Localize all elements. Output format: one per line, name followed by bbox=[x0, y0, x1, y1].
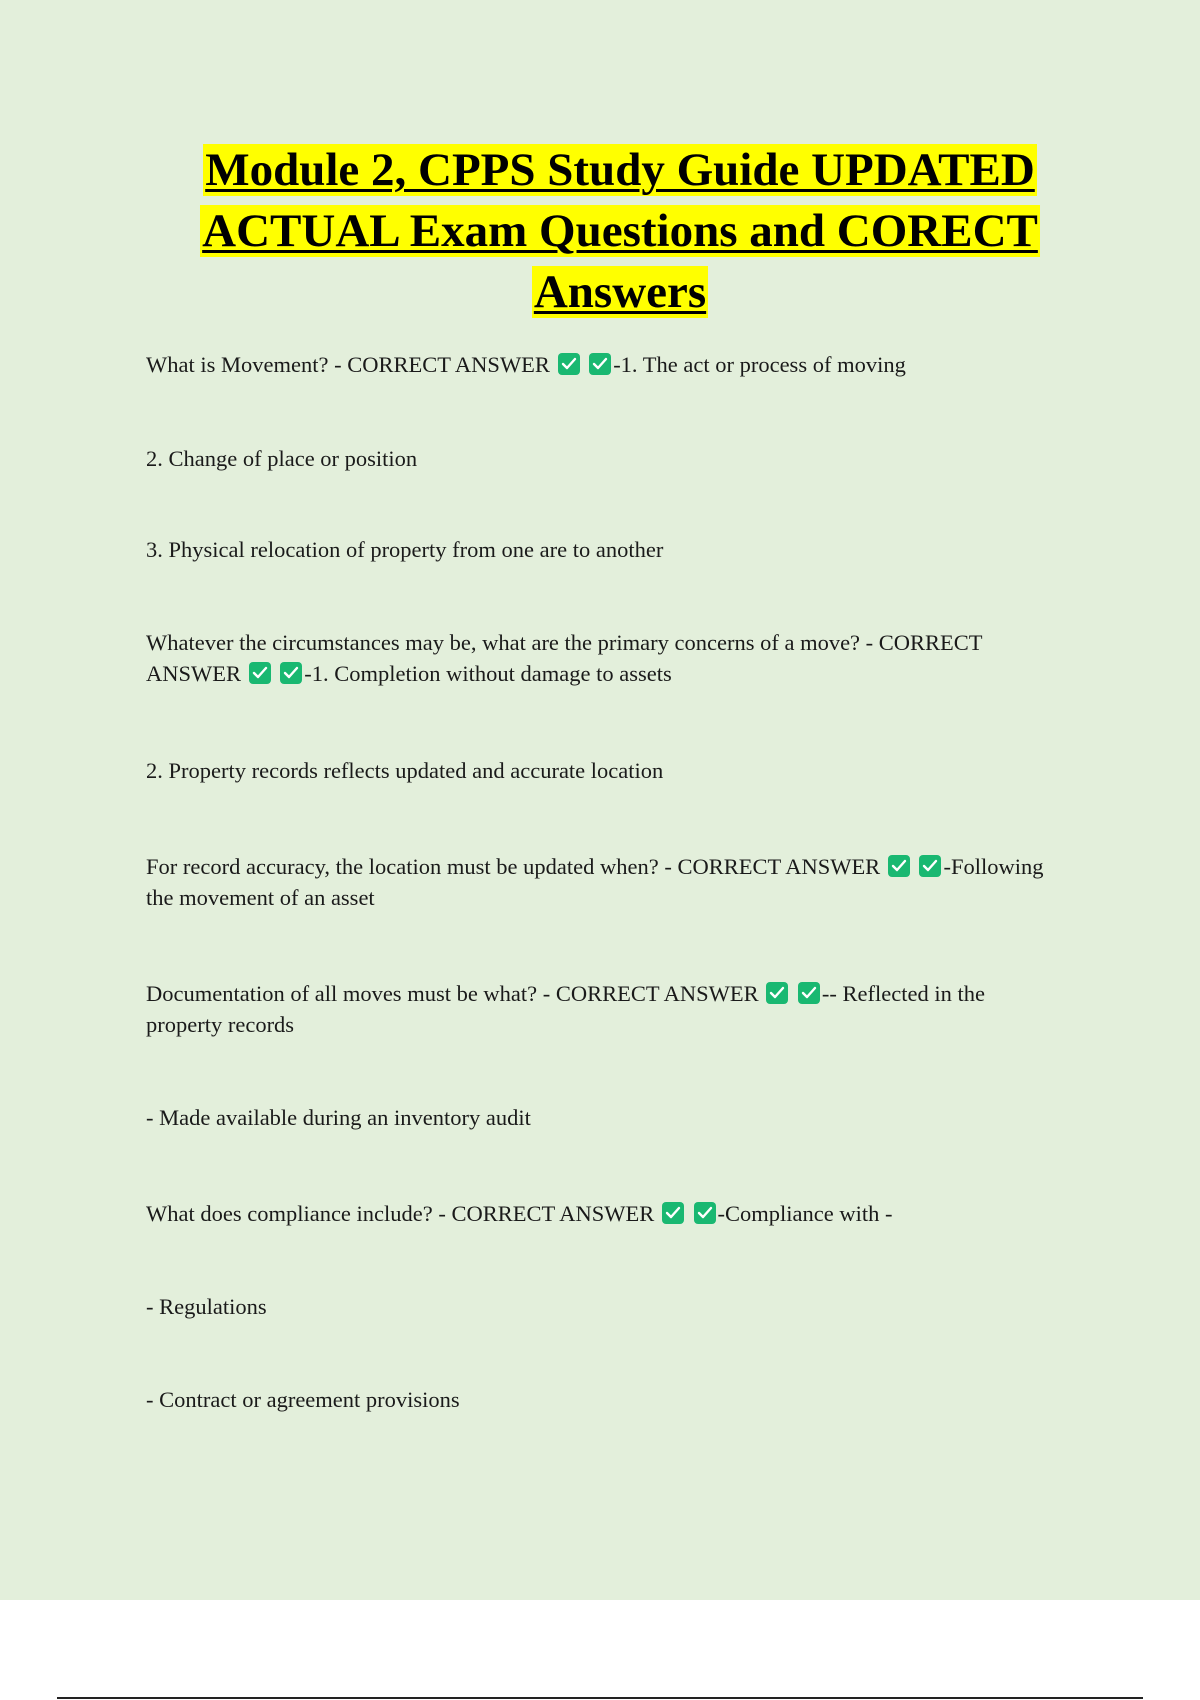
answer-line: - Contract or agreement provisions bbox=[146, 1387, 460, 1412]
answer-text: -- Reflected in the property records bbox=[146, 981, 985, 1037]
qa-item-movement bbox=[146, 349, 1066, 380]
title-line-1: Module 2, CPPS Study Guide UPDATED bbox=[205, 144, 1035, 196]
answer-line: - Regulations bbox=[146, 1294, 267, 1319]
page-divider bbox=[57, 1697, 1143, 1699]
check-mark-icon bbox=[919, 855, 941, 877]
check-mark-icon bbox=[589, 353, 611, 375]
question-text: For record accuracy, the location must be updated when? - CORRECT ANSWER bbox=[146, 854, 881, 879]
title-line-3: Answers bbox=[533, 266, 707, 318]
check-mark-icon bbox=[249, 662, 271, 684]
answer-text: -1. The act or process of moving bbox=[613, 352, 906, 377]
document-title bbox=[140, 140, 1100, 323]
qa-item-compliance bbox=[146, 1198, 1066, 1229]
answer-text: -1. Completion without damage to assets bbox=[304, 661, 672, 686]
qa-item-record-accuracy bbox=[146, 851, 1066, 913]
question-text: What does compliance include? - CORRECT ANSWER bbox=[146, 1201, 655, 1226]
check-mark-icon bbox=[694, 1202, 716, 1224]
check-mark-icon bbox=[280, 662, 302, 684]
check-mark-icon bbox=[558, 353, 580, 375]
answer-line: 2. Property records reflects updated and accurate location bbox=[146, 758, 664, 783]
question-text: Documentation of all moves must be what? - CORRECT ANSWER bbox=[146, 981, 759, 1006]
answer-line: 2. Change of place or position bbox=[146, 446, 418, 471]
question-text: What is Movement? - CORRECT ANSWER bbox=[146, 352, 550, 377]
answer-line: 3. Physical relocation of property from one are to another bbox=[146, 537, 664, 562]
answer-line: - Made available during an inventory audit bbox=[146, 1105, 531, 1130]
check-mark-icon bbox=[662, 1202, 684, 1224]
answer-text: -Following the movement of an asset bbox=[146, 854, 1044, 910]
check-mark-icon bbox=[766, 982, 788, 1004]
check-mark-icon bbox=[888, 855, 910, 877]
title-line-2: ACTUAL Exam Questions and CORECT bbox=[202, 205, 1038, 257]
qa-item-move-concerns bbox=[146, 627, 1066, 689]
question-text: Whatever the circumstances may be, what are the primary concerns of a move? - CORRECT ANSWER bbox=[146, 630, 983, 686]
check-mark-icon bbox=[798, 982, 820, 1004]
answer-text: -Compliance with - bbox=[717, 1201, 893, 1226]
qa-item-documentation bbox=[146, 978, 1066, 1040]
